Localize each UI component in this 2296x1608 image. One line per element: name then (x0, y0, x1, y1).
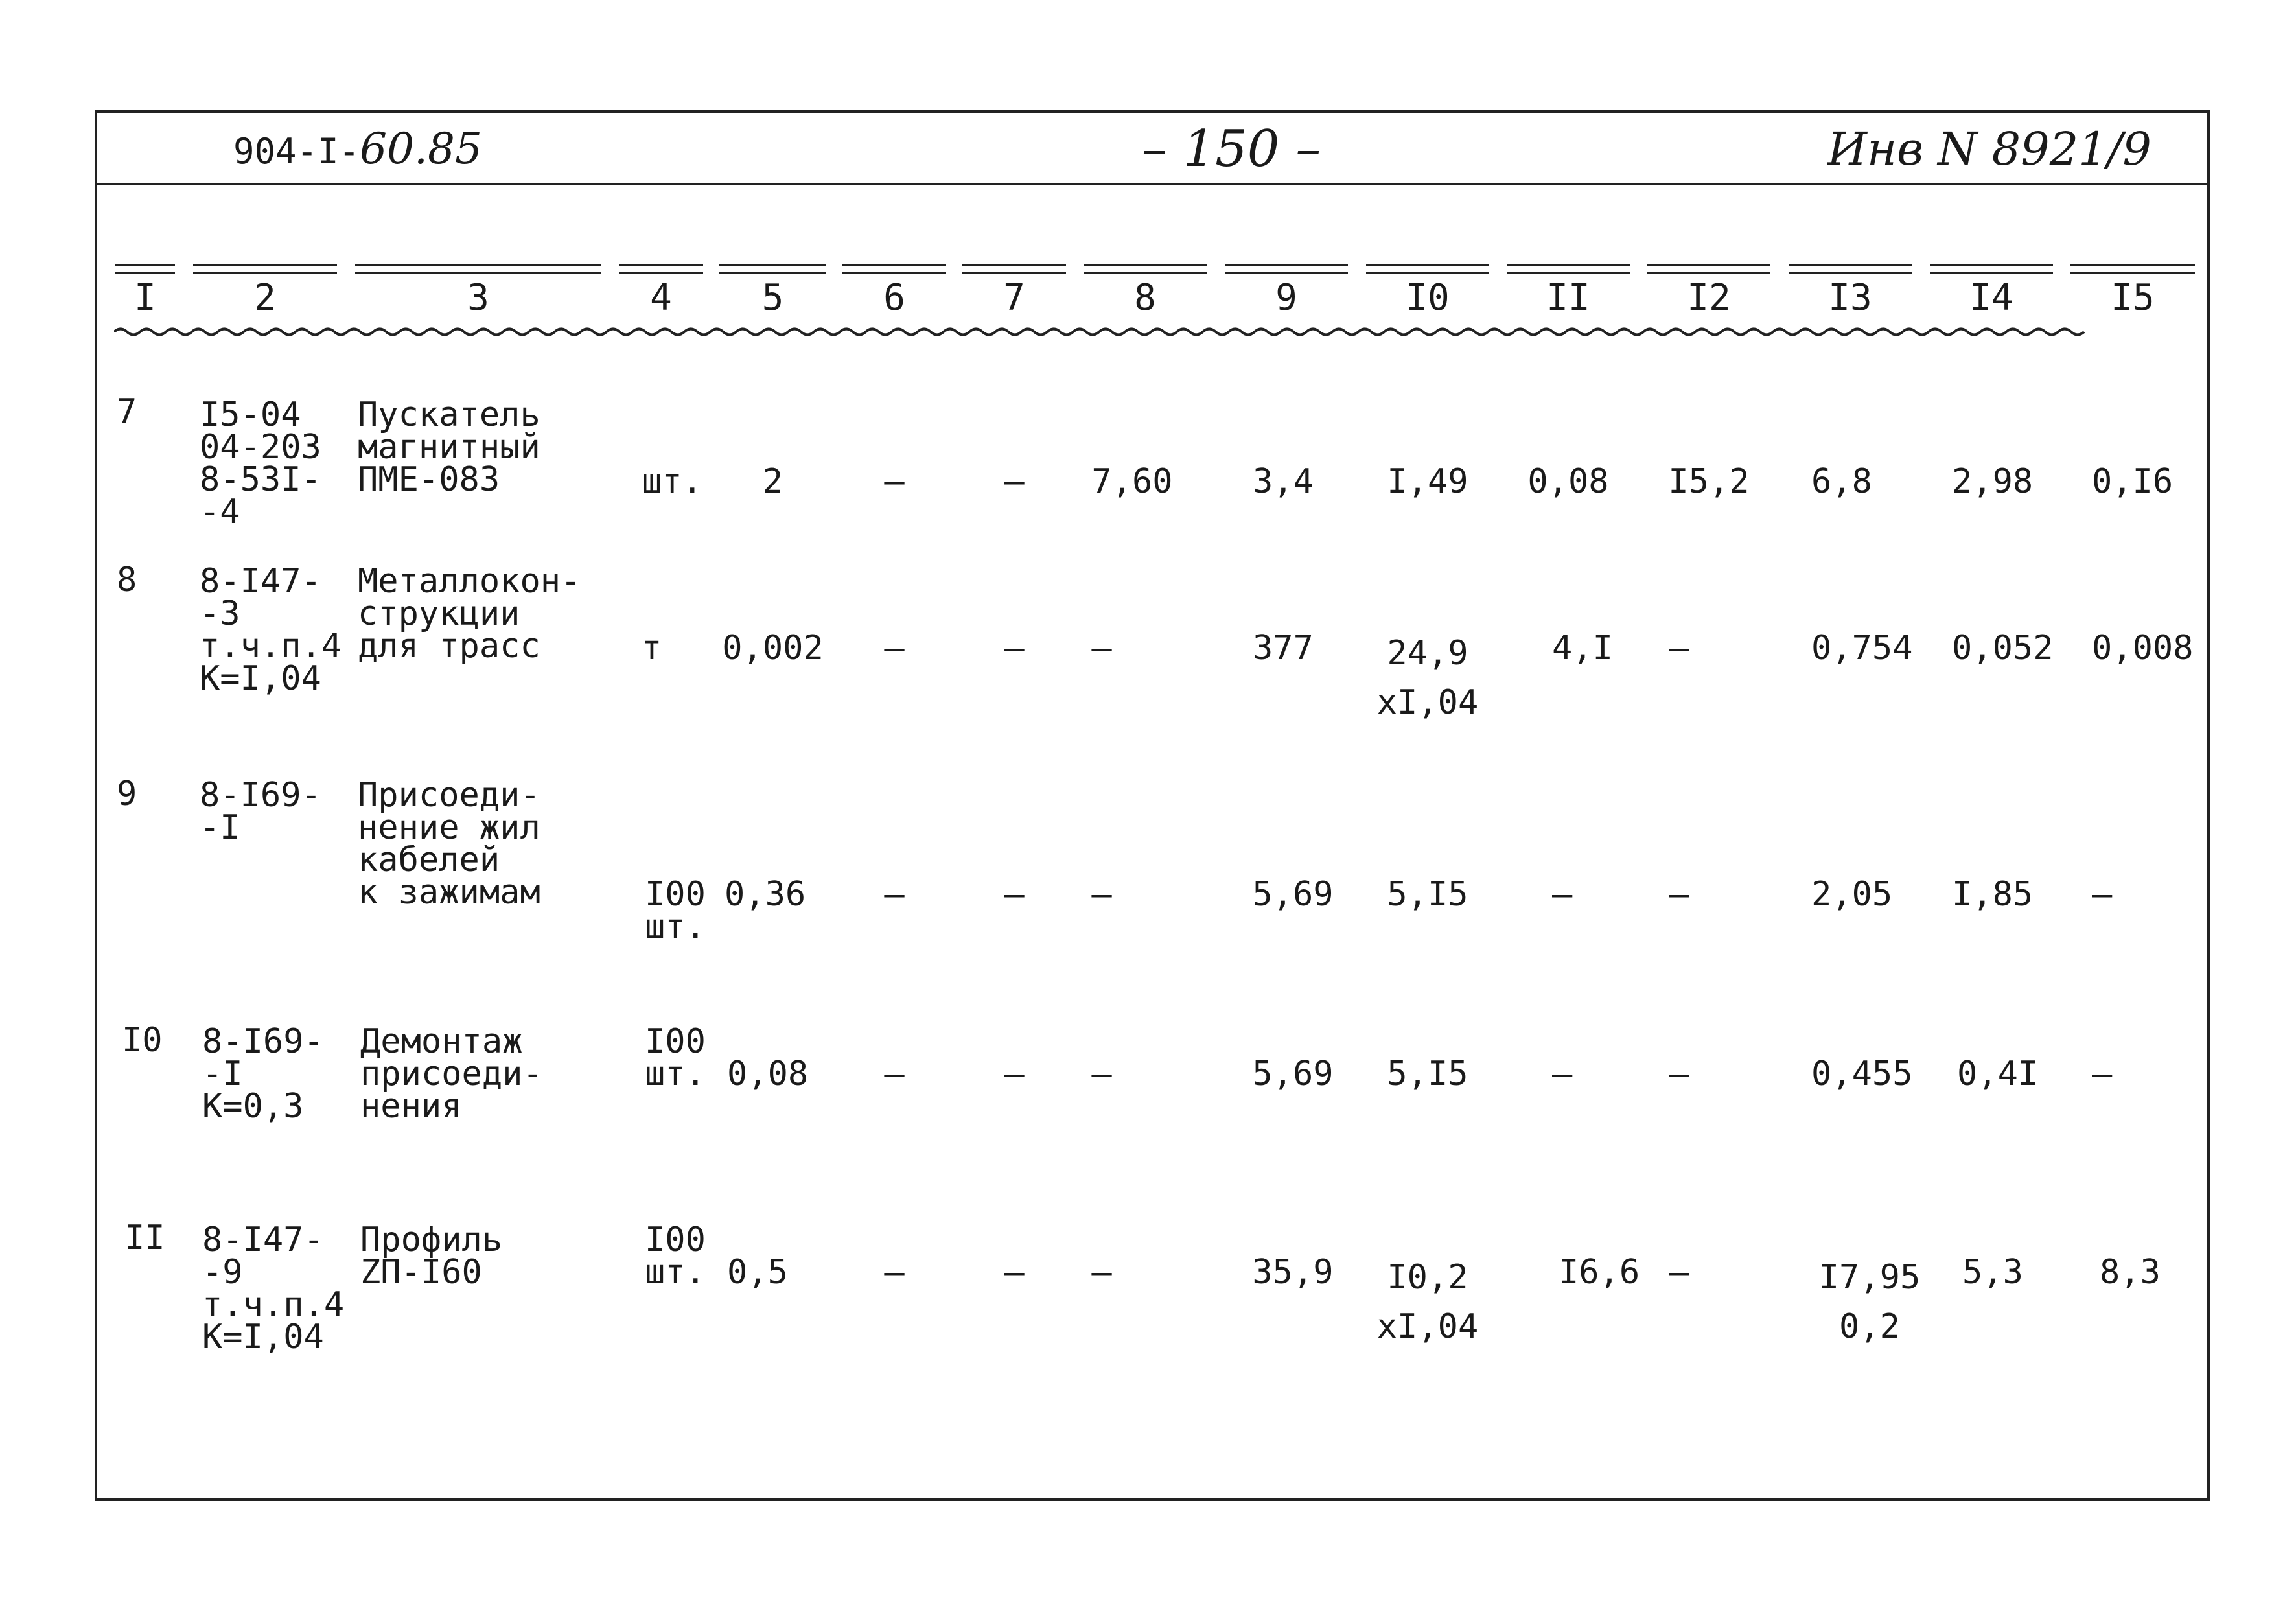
row-9-num: 9 (117, 775, 137, 813)
page-number: – 150 – (1141, 120, 1321, 178)
row-8-c15: 0,008 (2092, 629, 2194, 668)
row-8-c11: 4,I (1552, 629, 1613, 668)
column-number: 8 (1134, 277, 1156, 319)
row-11-c10: I0,2 xI,04 (1376, 1258, 1479, 1346)
row-9-c9: 5,69 (1252, 875, 1334, 914)
inventory-number: Инв N 8921/9 (1827, 122, 2151, 176)
row-7-code: I5-04 04-203 8-53I- -4 (200, 395, 321, 531)
row-8-c12: – (1669, 629, 1689, 668)
row-9-name: Присоеди- нение жил кабелей к зажимам (358, 776, 540, 912)
column-rule (2070, 264, 2195, 274)
column-rule (1507, 264, 1630, 274)
row-11-c6: – (884, 1253, 905, 1292)
row-9-c15: – (2092, 875, 2113, 914)
column-number: I0 (1406, 277, 1450, 319)
row-9-c12: – (1669, 875, 1689, 914)
row-10-c8: – (1091, 1055, 1112, 1093)
row-10-c5: 0,08 (727, 1055, 809, 1093)
column-rule (1084, 264, 1207, 274)
row-11-c14: 5,3 (1962, 1253, 2023, 1292)
row-9-c13: 2,05 (1811, 875, 1893, 914)
row-8-c5: 0,002 (722, 629, 824, 668)
row-7-c10: I,49 (1387, 462, 1468, 501)
column-rule (1225, 264, 1348, 274)
column-number: 3 (467, 277, 489, 319)
row-10-unit: I00 шт. (645, 1022, 706, 1093)
column-number: I3 (1828, 277, 1872, 319)
column-rule (355, 264, 601, 274)
row-7-c8: 7,60 (1091, 462, 1173, 501)
row-10-name: Демонтаж присоеди- нения (360, 1022, 543, 1126)
column-rule (962, 264, 1066, 274)
row-11-name: Профиль ZП-I60 (360, 1220, 503, 1292)
column-rule (619, 264, 703, 274)
row-9-c5: 0,36 (725, 875, 806, 914)
row-11-c5: 0,5 (727, 1253, 788, 1292)
column-rule (115, 264, 175, 274)
document-code-handwritten: 60.85 (360, 124, 483, 174)
row-11-c11: I6,6 (1559, 1253, 1640, 1292)
row-11-c7: – (1004, 1253, 1025, 1292)
row-7-name: Пускатель магнитный ПМЕ-083 (358, 395, 540, 499)
row-11-c12: – (1669, 1253, 1689, 1292)
document-code (233, 123, 482, 175)
row-7-c5: 2 (762, 462, 783, 501)
row-11-num: II (124, 1218, 165, 1257)
row-8-name: Металлокон- струкции для трасс (358, 562, 581, 666)
row-7-c12: I5,2 (1668, 462, 1750, 501)
row-11-c9: 35,9 (1252, 1253, 1334, 1292)
column-number: 7 (1003, 277, 1025, 319)
column-number: 6 (883, 277, 905, 319)
column-number: I (134, 277, 156, 319)
row-9-c14: I,85 (1952, 875, 2034, 914)
row-8-unit: т (642, 629, 662, 668)
row-9-c6: – (884, 875, 905, 914)
row-10-c12: – (1669, 1055, 1689, 1093)
row-8-c6: – (884, 629, 905, 668)
row-10-c13: 0,455 (1811, 1055, 1913, 1093)
row-9-code: 8-I69- -I (200, 776, 321, 847)
column-rule (1789, 264, 1912, 274)
column-number: II (1546, 277, 1590, 319)
row-8-c7: – (1004, 629, 1025, 668)
row-9-c11: – (1552, 875, 1573, 914)
row-10-c7: – (1004, 1055, 1025, 1093)
row-9-c10: 5,I5 (1387, 875, 1468, 914)
column-number: 4 (650, 277, 672, 319)
row-7-c14: 2,98 (1952, 462, 2034, 501)
row-9-unit: I00 шт. (645, 875, 706, 946)
column-number: I2 (1687, 277, 1731, 319)
row-11-unit: I00 шт. (645, 1220, 706, 1292)
row-7-c6: – (884, 462, 905, 501)
column-rule (193, 264, 337, 274)
row-10-c6: – (884, 1055, 905, 1093)
row-11-c8: – (1091, 1253, 1112, 1292)
column-number: 2 (254, 277, 276, 319)
row-9-c8: – (1091, 875, 1112, 914)
row-10-c14: 0,4I (1957, 1055, 2039, 1093)
column-number: 9 (1275, 277, 1297, 319)
row-7-c7: – (1004, 462, 1025, 501)
row-10-num: I0 (122, 1021, 163, 1060)
row-11-c15: 8,3 (2100, 1253, 2161, 1292)
row-10-c9: 5,69 (1252, 1055, 1334, 1093)
row-11-c13: I7,95 0,2 (1818, 1258, 1921, 1346)
row-11-code: 8-I47- -9 т.ч.п.4 К=I,04 (202, 1220, 345, 1357)
column-number: I4 (1969, 277, 2013, 319)
row-7-c11: 0,08 (1527, 462, 1609, 501)
row-8-c10: 24,9 xI,04 (1376, 634, 1479, 722)
row-10-code: 8-I69- -I К=0,3 (202, 1022, 324, 1126)
row-7-c15: 0,I6 (2092, 462, 2174, 501)
row-8-c8: – (1091, 629, 1112, 668)
column-rule (842, 264, 946, 274)
row-8-c13: 0,754 (1811, 629, 1913, 668)
column-number: 5 (761, 277, 784, 319)
row-7-unit: шт. (642, 462, 702, 501)
row-8-c9: 377 (1253, 629, 1314, 668)
wavy-rule (114, 324, 2201, 340)
row-8-code: 8-I47- -3 т.ч.п.4 К=I,04 (200, 562, 342, 698)
row-10-c11: – (1552, 1055, 1573, 1093)
row-7-c13: 6,8 (1811, 462, 1872, 501)
row-10-c15: – (2092, 1055, 2113, 1093)
header-divider (95, 183, 2210, 185)
column-number: I5 (2111, 277, 2155, 319)
column-rule (719, 264, 826, 274)
row-9-c7: – (1004, 875, 1025, 914)
column-rule (1930, 264, 2053, 274)
column-rule (1366, 264, 1489, 274)
column-rule (1647, 264, 1770, 274)
row-8-num: 8 (117, 561, 137, 600)
row-10-c10: 5,I5 (1387, 1055, 1468, 1093)
row-7-num: 7 (117, 392, 137, 431)
row-8-c14: 0,052 (1952, 629, 2054, 668)
row-7-c9: 3,4 (1253, 462, 1314, 501)
document-code-printed: 904-I- (233, 131, 360, 172)
